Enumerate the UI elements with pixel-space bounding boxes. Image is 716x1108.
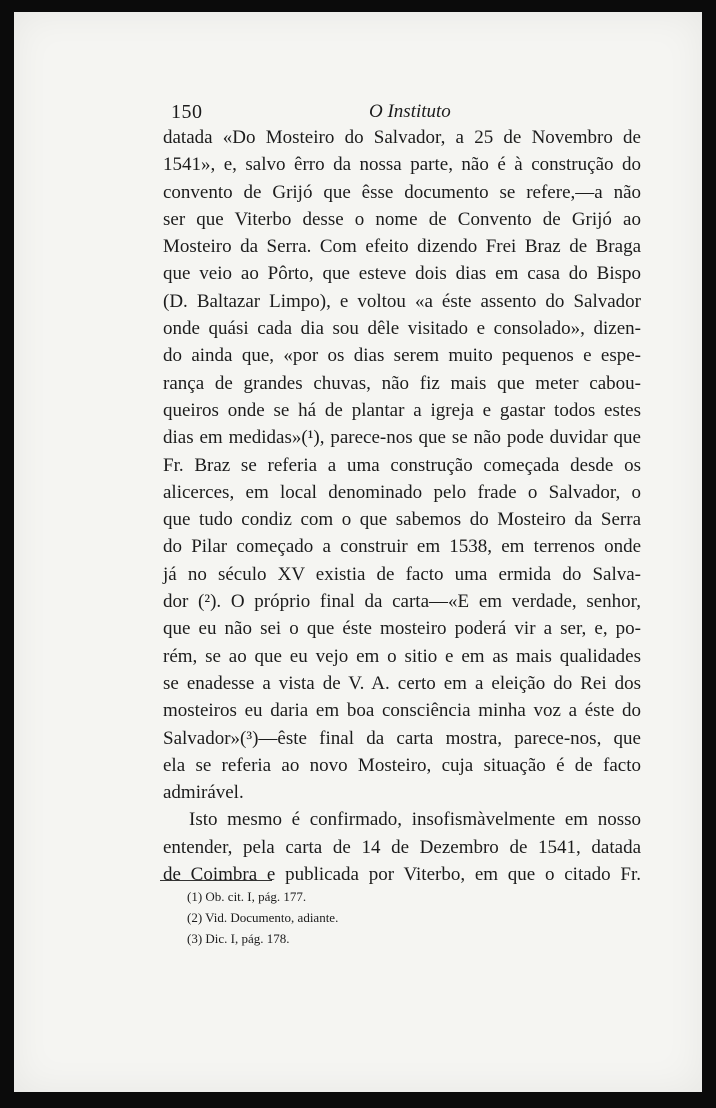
text-line: do ainda que, «por os dias serem muito pequenos e espe- [163,345,641,367]
text-line: rém, se ao que eu vejo em o sitio e em as mais qualidades [163,645,641,667]
text-line: datada «Do Mosteiro do Salvador, a 25 de Novembro de [163,127,641,148]
text-line: de Coimbra e publicada por Viterbo, em que o citado Fr. [163,864,641,886]
text-line: convento de Grijó que êsse documento se refere,—a não [163,181,641,203]
text-line: ser que Viterbo desse o nome de Convento de Grijó ao [163,208,641,230]
text-line: admirável. [163,782,244,804]
footnotes [187,886,338,949]
text-line: que eu não sei o que éste mosteiro poderá vir a ser, e, po- [163,618,641,640]
text-line: queiros onde se há de plantar a igreja e gastar todos estes [163,399,641,421]
text-line: do Pilar começado a construir em 1538, em terrenos onde [163,536,641,558]
body-text [163,124,641,888]
text-line: dias em medidas»(¹), parece-nos que se não pode duvidar que [163,427,641,449]
text-line: se enadesse a vista de V. A. certo em a eleição do Rei dos [163,672,641,694]
text-line: ela se referia ao novo Mosteiro, cuja situação é de facto [163,754,641,776]
text-line: alicerces, em local denominado pelo frade o Salvador, o [163,481,641,503]
text-line: Mosteiro da Serra. Com efeito dizendo Frei Braz de Braga [163,236,641,258]
text-line: rança de grandes chuvas, não fiz mais que meter cabou- [163,372,641,394]
text-line: mosteiros eu daria em boa consciência minha voz a éste do [163,700,641,722]
page-header [171,97,661,127]
text-line: Salvador»(³)—êste final da carta mostra, parece-nos, que [163,727,641,749]
page-number: 150 [171,101,203,123]
text-line: Isto mesmo é confirmado, insofismàvelmente em nosso [189,809,641,831]
text-line: dor (²). O próprio final da carta—«E em verdade, senhor, [163,591,641,613]
footnote-divider [160,880,272,881]
footnote-3: (3) Dic. I, pág. 178. [187,931,290,946]
text-line: já no século XV existia de facto uma ermida do Salva- [163,563,641,585]
text-line: entender, pela carta de 14 de Dezembro de 1541, datada [163,836,641,858]
text-line: Fr. Braz se referia a uma construção começada desde os [163,454,641,476]
text-line: onde quási cada dia sou dêle visitado e consolado», dizen- [163,318,641,340]
footnote-1: (1) Ob. cit. I, pág. 177. [187,889,307,904]
text-line: que tudo condiz com o que sabemos do Mosteiro da Serra [163,509,641,531]
text-line: (D. Baltazar Limpo), e voltou «a éste assento do Salvador [163,290,641,312]
text-line: que veio ao Pôrto, que esteve dois dias em casa do Bispo [163,263,641,285]
running-title: O Instituto [369,101,451,122]
footnote-2: (2) Vid. Documento, adiante. [187,910,339,925]
text-line: 1541», e, salvo êrro da nossa parte, não é à construção do [163,154,641,176]
